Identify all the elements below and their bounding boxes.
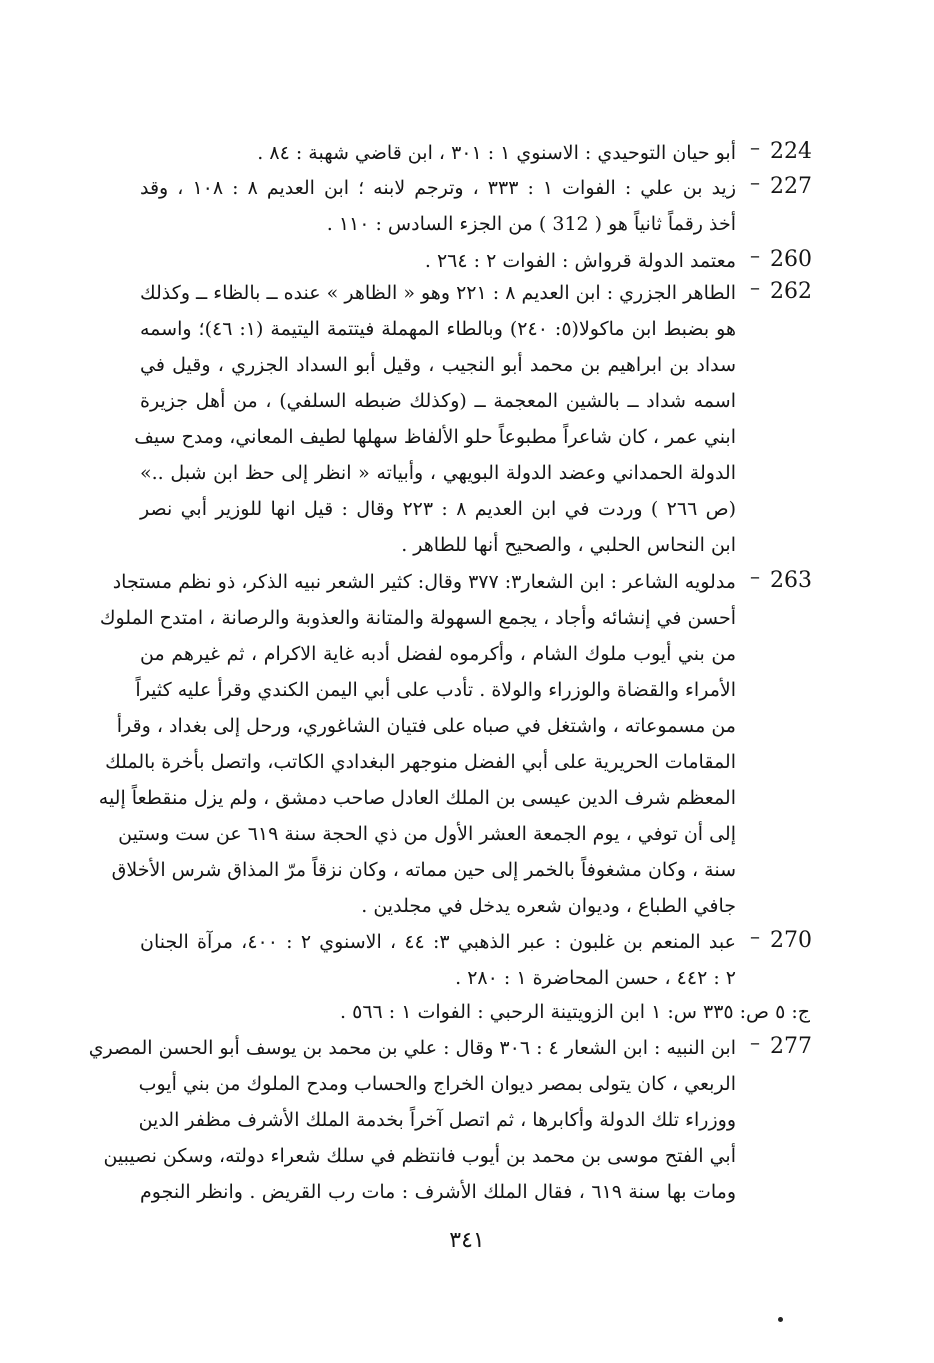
entry-number: 263 <box>770 568 812 593</box>
entry-number: 277 <box>770 1034 812 1059</box>
entry-270 <box>0 924 934 1004</box>
entry-line: المقامات الحريرية على أبي الفضل منوجهر البغدادي الكاتب، واتصل بأخرة بالملك <box>105 751 736 773</box>
entry-dash: – <box>750 924 760 948</box>
page-number: ٣٤١ <box>449 1228 485 1253</box>
entry-line: ابني عمر ، كان شاعراً مطبوعاً حلو الألفاظ سهلها لطيف المعاني، ومدح سيف <box>134 426 736 448</box>
entry-number: 224 <box>770 139 812 164</box>
print-speck <box>778 1317 783 1322</box>
entry-line: أحسن في إنشائه وأجاد ، يجمع السهولة والمتانة والعذوبة والرصانة ، امتدح الملوك <box>99 607 736 629</box>
entry-line: الربعي ، كان يتولى بمصر ديوان الخراج والحساب ومدح الملوك من بني أيوب <box>138 1073 736 1095</box>
entry-line: ابن النحاس الحلبي ، والصحيح أنها للطاهر . <box>401 534 736 556</box>
entry-line: عبد المنعم بن غلبون : عبر الذهبي ٣: ٤٤ ، الاسنوي ٢ : ٤٠٠، مرآة الجنان <box>140 931 736 953</box>
entry-number: 260 <box>770 247 812 272</box>
entry-dash: – <box>750 135 760 159</box>
entry-line: سداد بن ابراهيم بن محمد أبو النجيب ، وقيل أبو السداد الجزري ، وقيل في <box>140 354 736 376</box>
entry-line: أبو حيان التوحيدي : الاسنوي ١ : ٣٠١ ، ابن قاضي شهبة : ٨٤ . <box>257 142 736 164</box>
entry-line: زيد بن علي : الفوات ١ : ٣٣٣ ، وترجم لابنه ؛ ابن العديم ٨ : ١٠٨ ، وقد <box>140 177 737 199</box>
entry-dash: – <box>750 170 760 194</box>
entry-line: ووزراء تلك الدولة وأكابرها ، ثم اتصل آخراً بخدمة الملك الأشرف مظفر الدين <box>138 1109 736 1131</box>
entry-line: الدولة الحمداني وعضد الدولة البويهي ، وأبياته « انظر إلى حظ ابن شبل ..» <box>140 462 736 484</box>
entry-number: 262 <box>770 279 812 304</box>
entry-line: اسمه شداد ــ بالشين المعجمة ــ (وكذلك ضبطه السلفي) ، من أهل جزيرة <box>140 390 736 412</box>
entry-line: (ص ٢٦٦ ) وردت في ابن العديم ٨ : ٢٢٣ وقال : قيل انها للوزير أبي نصر <box>140 498 737 520</box>
entry-line: أخذ رقماً ثانياً هو ( 312 ) من الجزء السادس : ١١٠ . <box>326 213 736 235</box>
entry-line: من بني أيوب ملوك الشام ، وأكرموه لفضل أدبه غاية الاكرام ، ثم غيرهم من <box>140 643 736 665</box>
entry-line: أبي الفتح موسى بن محمد بن أيوب فانتظم في سلك شعراء دولته، وسكن نصيبين <box>103 1145 736 1167</box>
correction-line <box>0 994 934 1034</box>
entry-line: معتمد الدولة قرواش : الفوات ٢ : ٢٦٤ . <box>424 250 736 272</box>
entry-line: ٢ : ٤٤٢ ، حسن المحاضرة ١ : ٢٨٠ . <box>455 967 736 989</box>
entry-line: جافي الطباع ، وديوان شعره يدخل في مجلدين . <box>361 895 736 917</box>
entry-number: 270 <box>770 928 812 953</box>
entry-dash: – <box>750 564 760 588</box>
entry-dash: – <box>750 275 760 299</box>
entry-dash: – <box>750 243 760 267</box>
entry-line: الأمراء والقضاة والوزراء والولاة . تأدب على أبي اليمن الكندي وقرأ عليه كثيراً <box>135 679 736 701</box>
entry-line: إلى أن توفي ، يوم الجمعة العشر الأول من ذي الحجة سنة ٦١٩ عن ست وستين <box>118 823 736 845</box>
correction-text: ج: ٥ ص: ٣٣٥ س: ١ ابن الزويتينة الرحبي : الفوات ١ : ٥٦٦ . <box>340 1001 810 1023</box>
entry-263 <box>0 564 934 934</box>
entry-line: سنة ، وكان مشغوفاً بالخمر إلى حين مماته ، وكان نزقاً مرّ المذاق شرس الأخلاق <box>111 859 736 881</box>
entry-line: هو بضبط ابن ماكولا(٥: ٢٤٠) وبالطاء المهملة فيتتمة اليتيمة (١: ٤٦)؛ واسمه <box>140 318 736 340</box>
entry-277 <box>0 1030 934 1220</box>
entry-line: مدلويه الشاعر : ابن الشعار٣: ٣٧٧ وقال: كثير الشعر نبيه الذكر، ذو نظم مستجاد <box>112 571 736 593</box>
entry-line: من مسموعاته ، واشتغل في صباه على فتيان الشاغوري، ورحل إلى بغداد ، وقرأ <box>116 715 736 737</box>
entry-line: الطاهر الجزري : ابن العديم ٨ : ٢٢١ وهو « الظاهر » عنده ــ بالظاء ــ وكذلك <box>140 282 737 304</box>
entry-line: ومات بها سنة ٦١٩ ، فقال الملك الأشرف : مات رب القريض . وانظر النجوم <box>140 1181 737 1203</box>
entry-line: المعظم شرف الدين عيسى بن الملك العادل صاحب دمشق ، ولم يزل منقطعاً إليه <box>98 787 736 809</box>
entry-line: ابن النبيه : ابن الشعار ٤ : ٣٠٦ وقال : علي بن محمد بن يوسف أبو الحسن المصري <box>88 1037 736 1059</box>
entry-224 <box>0 135 934 175</box>
entry-number: 227 <box>770 174 812 199</box>
entry-dash: – <box>750 1030 760 1054</box>
entry-227 <box>0 170 934 250</box>
entry-262 <box>0 275 934 575</box>
